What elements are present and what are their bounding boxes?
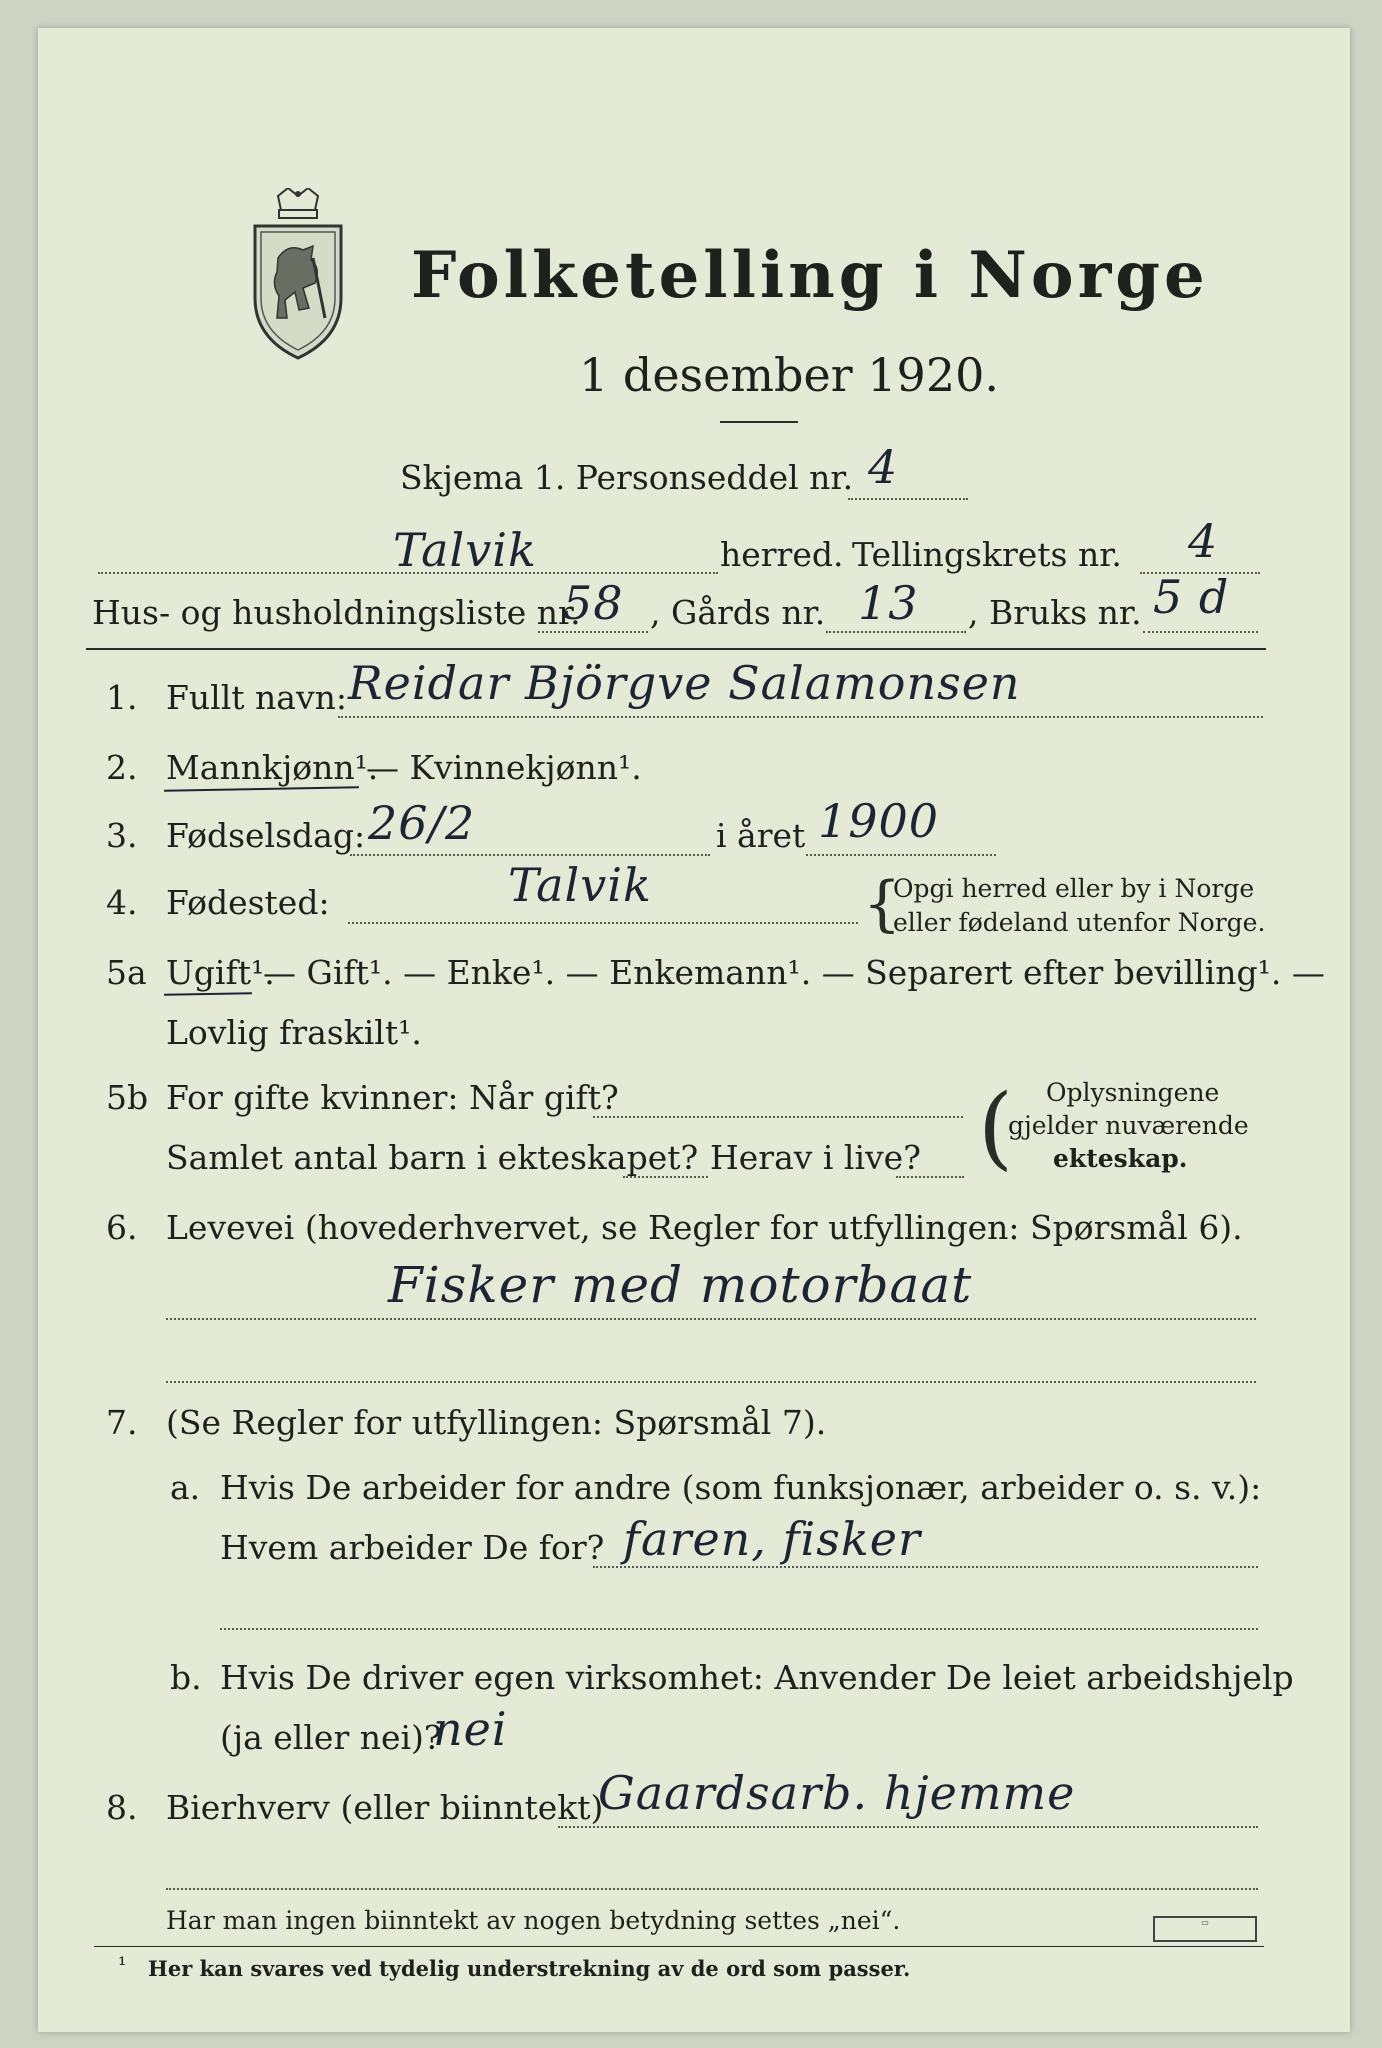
- bruks-label: , Bruks nr.: [968, 593, 1142, 632]
- q3-year[interactable]: 1900: [818, 794, 940, 848]
- q5b-note-line2: gjelder nuværende: [1008, 1111, 1249, 1140]
- q8-line2: [166, 1888, 1258, 1890]
- q4-line: [348, 922, 858, 924]
- q8-line1: [558, 1826, 1258, 1828]
- q7b-label1: Hvis De driver egen virksomhet: Anvender De leiet arbeidshjelp: [220, 1658, 1294, 1697]
- q2-underline: [164, 786, 359, 791]
- q5b-live-line[interactable]: [896, 1176, 964, 1178]
- q6-line1: [166, 1318, 1256, 1320]
- bruks-nr[interactable]: 5 d: [1153, 570, 1230, 624]
- q2-number: 2.: [106, 748, 138, 787]
- bruks-line: [1143, 631, 1258, 633]
- q6-label: Levevei (hovederhvervet, se Regler for utfyllingen: Spørsmål 6).: [166, 1208, 1243, 1247]
- footnote-marker: ¹: [118, 1953, 127, 1977]
- hus-label: Hus- og husholdningsliste nr.: [92, 593, 581, 632]
- tellingskrets-nr[interactable]: 4: [1188, 514, 1219, 568]
- title-divider: [720, 421, 798, 423]
- q5b-note-line3: ekteskap.: [1053, 1144, 1188, 1173]
- gards-nr[interactable]: 13: [858, 576, 919, 630]
- q5b-live-label: Herav i live?: [710, 1138, 921, 1177]
- q1-number: 1.: [106, 678, 138, 717]
- q8-label: Bierhverv (eller biinntekt): [166, 1788, 604, 1827]
- q6-occupation[interactable]: Fisker med motorbaat: [388, 1256, 973, 1314]
- q5a-ugift[interactable]: Ugift¹.: [166, 953, 275, 992]
- q7-number: 7.: [106, 1403, 138, 1442]
- q5b-note-line1: Oplysningene: [1046, 1078, 1220, 1107]
- q3-label: Fødselsdag:: [166, 816, 366, 855]
- nei-note: Har man ingen biinntekt av nogen betydning settes „nei“.: [166, 1906, 901, 1935]
- q7a-label2: Hvem arbeider De for?: [220, 1528, 605, 1567]
- q5b-number: 5b: [106, 1078, 149, 1117]
- q3-year-label: i året: [716, 816, 806, 855]
- q5b-barn-label: Samlet antal barn i ekteskapet?: [166, 1138, 699, 1177]
- header-divider: [86, 648, 1266, 650]
- personseddel-line: [848, 498, 968, 500]
- q3-birthday[interactable]: 26/2: [368, 796, 476, 850]
- q4-number: 4.: [106, 883, 138, 922]
- form-title: Folketelling i Norge: [411, 238, 1209, 313]
- q7a-line1: [593, 1566, 1258, 1568]
- q7a-line2: [220, 1628, 1258, 1630]
- q7b-label2: (ja eller nei)?: [220, 1718, 442, 1757]
- footnote-text: Her kan svares ved tydelig understrekning av de ord som passer.: [148, 1956, 911, 1981]
- census-form-page: [38, 28, 1350, 2032]
- q8-number: 8.: [106, 1788, 138, 1827]
- q2-mannkjonn[interactable]: Mannkjønn¹.: [166, 748, 379, 787]
- q4-birthplace[interactable]: Talvik: [508, 858, 652, 912]
- personseddel-nr[interactable]: 4: [868, 440, 899, 494]
- q2-kvinnekjonn[interactable]: — Kvinnekjønn¹.: [366, 748, 642, 787]
- q4-brace: {: [863, 869, 902, 939]
- q3-number: 3.: [106, 816, 138, 855]
- q5b-nar-gift-label: For gifte kvinner: Når gift?: [166, 1078, 619, 1117]
- q6-line2: [166, 1381, 1256, 1383]
- gards-line: [826, 631, 966, 633]
- gards-label: , Gårds nr.: [650, 593, 826, 632]
- printer-stamp: ▭: [1153, 1916, 1257, 1942]
- hus-nr[interactable]: 58: [563, 576, 624, 630]
- q7b-answer[interactable]: nei: [433, 1702, 508, 1756]
- q4-note-line1: Opgi herred eller by i Norge: [893, 874, 1255, 903]
- coat-of-arms-icon: [243, 188, 353, 363]
- q4-label: Fødested:: [166, 883, 330, 922]
- q4-note-line2: eller fødeland utenfor Norge.: [893, 908, 1266, 937]
- q5b-nar-gift-line[interactable]: [593, 1116, 963, 1118]
- q7a-label1: Hvis De arbeider for andre (som funksjonær, arbeider o. s. v.):: [220, 1468, 1262, 1507]
- q8-side-occupation[interactable]: Gaardsarb. hjemme: [598, 1766, 1076, 1820]
- q5a-number: 5a: [106, 953, 147, 992]
- q5b-barn-line[interactable]: [623, 1176, 708, 1178]
- q1-label: Fullt navn:: [166, 678, 347, 717]
- q5a-options[interactable]: — Gift¹. — Enke¹. — Enkemann¹. — Separert efter bevilling¹. —: [263, 953, 1325, 992]
- q6-number: 6.: [106, 1208, 138, 1247]
- q7a-letter: a.: [170, 1468, 201, 1507]
- q7-label: (Se Regler for utfyllingen: Spørsmål 7).: [166, 1403, 827, 1442]
- q3-line: [350, 854, 710, 856]
- q5b-brace: (: [978, 1075, 1014, 1180]
- q1-line: [338, 716, 1263, 718]
- skjema-label: Skjema 1. Personseddel nr.: [400, 458, 854, 497]
- herred-value[interactable]: Talvik: [393, 523, 537, 577]
- footnote-divider: [94, 1946, 1264, 1947]
- tellingskrets-label: Tellingskrets nr.: [852, 535, 1122, 574]
- q5a-underline: [164, 992, 252, 996]
- q5a-fraskilt[interactable]: Lovlig fraskilt¹.: [166, 1013, 422, 1052]
- hus-line: [538, 631, 648, 633]
- q1-full-name[interactable]: Reidar Björgve Salamonsen: [348, 656, 1021, 710]
- q3-year-line: [806, 854, 996, 856]
- q7a-employer[interactable]: faren, fisker: [623, 1512, 921, 1566]
- q7b-letter: b.: [170, 1658, 202, 1697]
- census-date: 1 desember 1920.: [579, 348, 999, 402]
- herred-label: herred.: [720, 535, 844, 574]
